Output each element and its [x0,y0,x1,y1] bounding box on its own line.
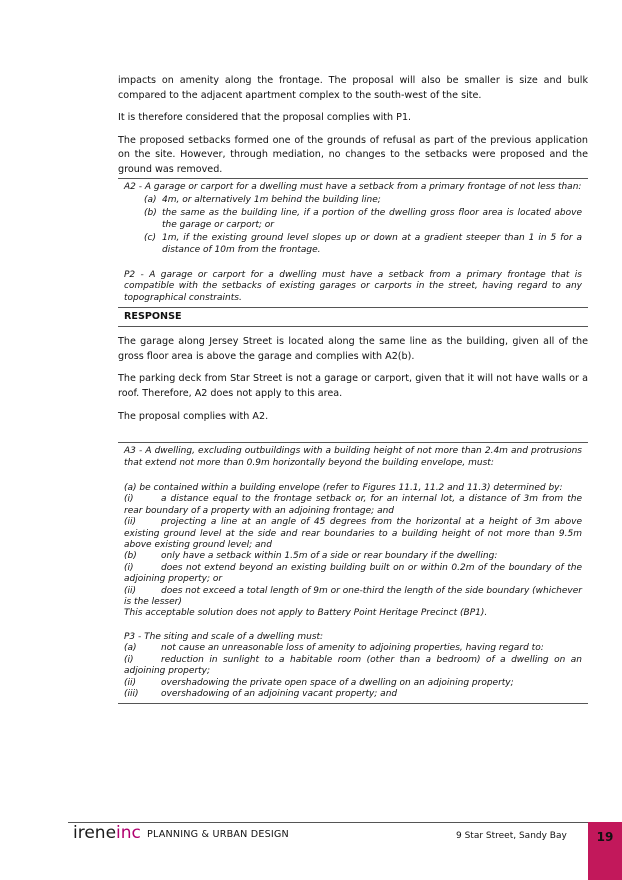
a2-p2-criteria-box [118,178,588,309]
body-paragraph: The proposed setbacks formed one of the grounds of refusal as part of the previous application on the site. However, through mediation, no changes to the setbacks were proposed and the ground was removed. [118,134,588,175]
list-item: (c) 1m, if the existing ground level slopes up or down at a gradient steeper than 1 in 5 for a distance of 10m from the frontage. [144,233,582,255]
document-content [118,74,588,704]
response-heading: RESPONSE [118,308,588,327]
site-address: 9 Star Street, Sandy Bay [456,831,567,841]
list-item: (a) 4m, or alternatively 1m behind the building line; [144,194,381,205]
criteria-line: (a) not cause an unreasonable loss of amenity to adjoining properties, having regard to: [124,643,544,654]
p3-text: P3 - The siting and scale of a dwelling must: [124,631,324,642]
a2-text: A2 - A garage or carport for a dwelling must have a setback from a primary frontage of not less than: [124,181,582,192]
body-paragraph: It is therefore considered that the proposal complies with P1. [118,112,412,124]
criteria-line: (b) only have a setback within 1.5m of a side or rear boundary if the dwelling: [124,551,498,562]
criteria-line: (iii) overshadowing of an adjoining vacant property; and [124,688,398,699]
criteria-line: (ii) does not exceed a total length of 9m or one-third the length of the side boundary (whichever is the lesser) [124,585,582,608]
response-paragraph: The parking deck from Star Street is not a garage or carport, given that it will not have walls or a roof. Therefore, A2 does not apply to this area. [118,373,588,399]
list-item: (b) the same as the building line, if a portion of the dwelling gross floor area is located above the garage or carport; or [144,208,582,230]
company-logo: ireneinc [73,823,141,843]
criteria-line: (ii) projecting a line at an angle of 45 degrees from the horizontal at a height of 3m above existing ground level at the side and rear boundaries to a building height of not more than 9.5m above existing ground level; and [124,517,582,551]
page-number: 19 [588,822,622,880]
a3-text: A3 - A dwelling, excluding outbuildings with a building height of not more than 2.4m and protrusions that extend not more than 0.9m horizontally beyond the building envelope, must: [124,446,582,468]
a3-p3-criteria-box [118,442,588,704]
footer-divider [68,822,588,823]
criteria-line: (i) reduction in sunlight to a habitable room (other than a bedroom) of a dwelling on an adjoining property; [124,654,582,677]
response-paragraph: The garage along Jersey Street is located along the same line as the building, given all of the gross floor area is above the garage and complies with A2(b). [118,336,588,362]
criteria-line: (ii) overshadowing the private open space of a dwelling on an adjoining property; [124,677,514,688]
company-name: PLANNING & URBAN DESIGN [147,829,289,840]
a3-a-intro: (a) be contained within a building envelope (refer to Figures 11.1, 11.2 and 11.3) determined by: [124,483,563,493]
a3-note: This acceptable solution does not apply to Battery Point Heritage Precinct (BP1). [124,608,488,619]
body-paragraph: impacts on amenity along the frontage. The proposal will also be smaller is size and bulk compared to the adjacent apartment complex to the south-west of the site. [118,75,588,101]
response-paragraph: The proposal complies with A2. [118,410,269,422]
criteria-line: (i) does not extend beyond an existing building built on or within 0.2m of the boundary of the adjoining property; or [124,562,582,585]
criteria-line: (i) a distance equal to the frontage setback or, for an internal lot, a distance of 3m from the rear boundary of a property with an adjoining frontage; and [124,494,582,516]
p2-text: P2 - A garage or carport for a dwelling must have a setback from a primary frontage that is compatible with the setbacks of existing garages or carports in the street, having regard to any topographical constraints. [124,270,582,303]
